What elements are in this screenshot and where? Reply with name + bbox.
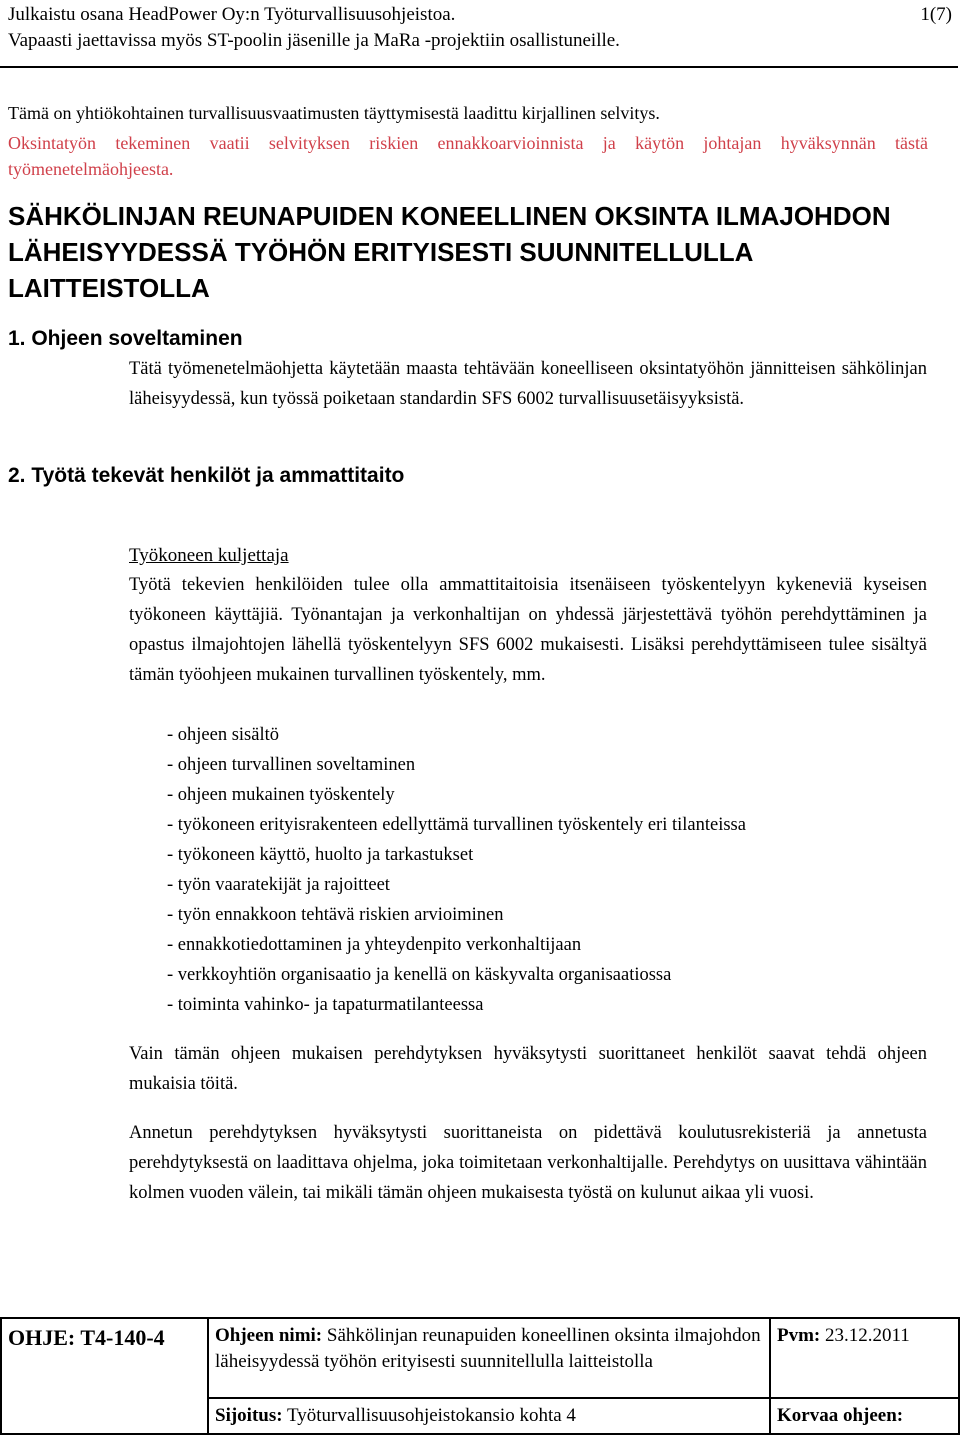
training-topics-list xyxy=(167,720,746,1020)
section-2-paragraph-2: Vain tämän ohjeen mukaisen perehdytyksen hyväksytysti suorittaneet henkilöt saavat tehdä ohjeen mukaisia töitä. xyxy=(129,1044,927,1094)
page-header xyxy=(8,2,952,54)
intro-paragraph: Tämä on yhtiökohtainen turvallisuusvaatimusten täyttymisestä laadittu kirjallinen selvitys. xyxy=(8,103,660,123)
footer-date-cell xyxy=(770,1318,959,1398)
location-value: Työturvallisuusohjeistokansio kohta 4 xyxy=(287,1405,576,1426)
list-item: - verkkoyhtiön organisaatio ja kenellä on käskyvalta organisaatiossa xyxy=(167,965,672,985)
list-item: - ohjeen sisältö xyxy=(167,725,280,745)
section-2-paragraph-3: Annetun perehdytyksen hyväksytysti suorittaneista on pidettävä koulutusrekisteriä ja annetusta perehdytyksestä on laadittava ohjelma, joka toimitetaan verkonhaltijalle. Perehdytys on uusittava vähintään kolmen vuoden välein, tai mikäli tämän ohjeen mukaisesta työstä on kulunut aikaa yli vuosi. xyxy=(129,1123,927,1203)
list-item: - työn ennakkoon tehtävä riskien arvioiminen xyxy=(167,905,504,925)
intro xyxy=(8,100,928,182)
location-label: Sijoitus: xyxy=(215,1405,283,1426)
header-line-1: Julkaistu osana HeadPower Oy:n Työturvallisuusohjeistoa. xyxy=(8,4,456,25)
name-value: Sähkölinjan reunapuiden koneellinen oksinta ilmajohdon läheisyydessä työhön erityisesti suunnitellulla laitteistolla xyxy=(215,1325,761,1372)
intro-note: Oksintatyön tekeminen vaatii selvityksen riskien ennakkoarvioinnista ja käytön johtajan hyväksynnän tästä työmenetelmäohjeesta. xyxy=(8,133,928,179)
name-label: Ohjeen nimi: xyxy=(215,1325,323,1346)
document-title: SÄHKÖLINJAN REUNAPUIDEN KONEELLINEN OKSINTA ILMAJOHDON LÄHEISYYDESSÄ TYÖHÖN ERITYISESTI SUUNNITELLULLA LAITTEISTOLLA xyxy=(8,201,891,303)
header-divider xyxy=(0,66,958,68)
section-2-heading: 2. Työtä tekevät henkilöt ja ammattitaito xyxy=(8,464,405,487)
replaces-label: Korvaa ohjeen: xyxy=(777,1405,904,1426)
list-item: - toiminta vahinko- ja tapaturmatilanteessa xyxy=(167,995,484,1015)
date-value: 23.12.2011 xyxy=(825,1325,910,1346)
header-line-2: Vapaasti jaettavissa myös ST-poolin jäsenille ja MaRa -projektiin osallistuneille. xyxy=(8,30,620,51)
list-item: - työkoneen erityisrakenteen edellyttämä turvallinen työskentely eri tilanteissa xyxy=(167,815,746,835)
list-item: - työkoneen käyttö, huolto ja tarkastukset xyxy=(167,845,474,865)
section-1-text: Tätä työmenetelmäohjetta käytetään maasta tehtävään koneelliseen oksintatyöhön jännitteisen sähkölinjan läheisyydessä, kun työssä poiketaan standardin SFS 6002 turvallisuusetäisyyksistä. xyxy=(129,359,927,409)
ohje-code: OHJE: T4-140-4 xyxy=(1,1318,208,1434)
footer-name-cell xyxy=(208,1318,770,1398)
section-2-subheading: Työkoneen kuljettaja xyxy=(129,545,289,566)
section-1-heading: 1. Ohjeen soveltaminen xyxy=(8,327,243,350)
page-number: 1(7) xyxy=(920,4,952,25)
list-item: - ohjeen mukainen työskentely xyxy=(167,785,395,805)
list-item: - ohjeen turvallinen soveltaminen xyxy=(167,755,416,775)
footer-replaces-cell xyxy=(770,1398,959,1434)
list-item: - ennakkotiedottaminen ja yhteydenpito verkonhaltijaan xyxy=(167,935,582,955)
section-2-paragraph-1: Työtä tekevien henkilöiden tulee olla ammattitaitoisia itsenäiseen työskentelyyn kykeneviä kyseisen työkoneen käyttäjiä. Työnantajan ja verkonhaltijan on yhdessä järjestettävä työhön perehdyttäminen ja opastus ilmajohtojen lähellä työskentelyyn SFS 6002 mukaisesti. Lisäksi perehdyttämiseen tulee sisältyä tämän työohjeen mukainen turvallinen työskentely, mm. xyxy=(129,575,927,685)
footer-location-cell xyxy=(208,1398,770,1434)
document-footer xyxy=(0,1317,960,1435)
list-item: - työn vaaratekijät ja rajoitteet xyxy=(167,875,390,895)
date-label: Pvm: xyxy=(777,1325,821,1346)
